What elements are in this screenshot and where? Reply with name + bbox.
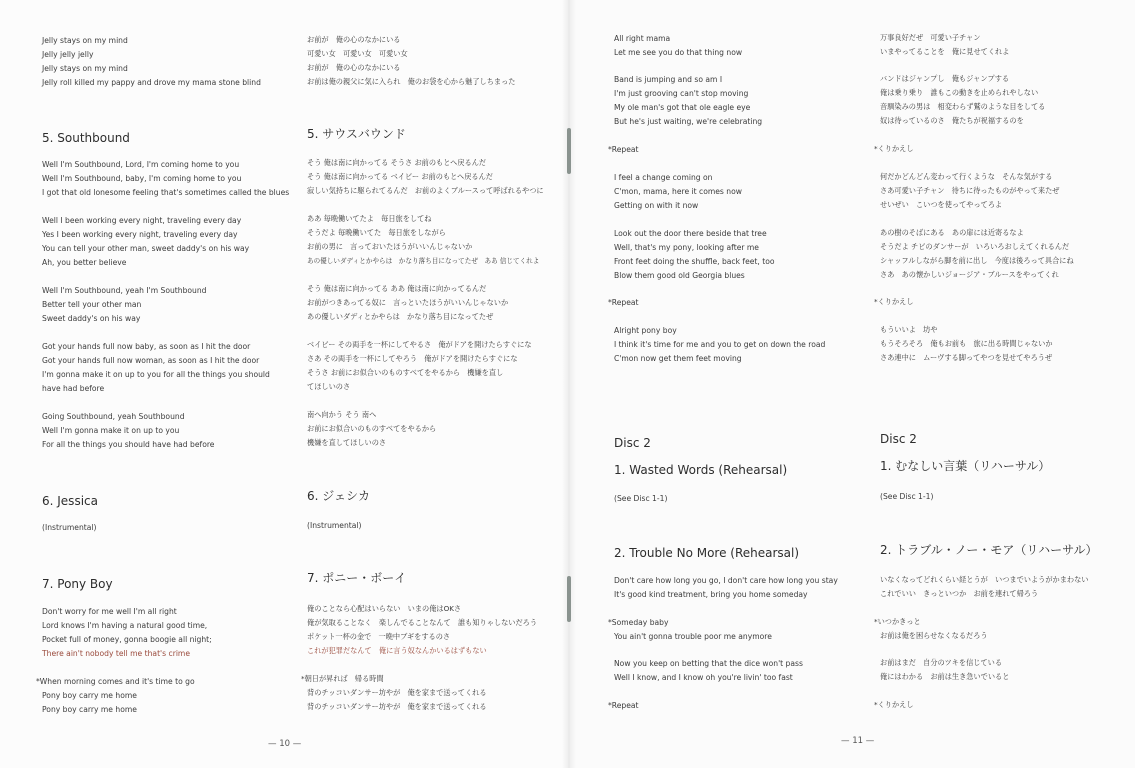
lyric-line: お前が 俺の心のなかにいる bbox=[307, 63, 401, 72]
lyric-line: ああ 毎晩働いてたよ 毎日旅をしてね bbox=[307, 214, 432, 223]
lyric-line: そうだよ チビのダンサーが いろいろおしえてくれるんだ bbox=[880, 242, 1070, 251]
lyric-line: Band is jumping and so am I bbox=[614, 75, 723, 84]
lyric-line: Sweet daddy's on his way bbox=[42, 314, 141, 323]
lyric-line: You can tell your other man, sweet daddy's on his way bbox=[42, 244, 250, 253]
lyric-line: Ah, you better believe bbox=[42, 258, 127, 267]
song-title: 5. サウスバウンド bbox=[307, 127, 406, 141]
lyric-line: お前の男に 言っておいたほうがいいんじゃないか bbox=[307, 242, 473, 251]
chorus-line: *When morning comes and it's time to go bbox=[36, 677, 195, 686]
lyric-line: そうさ お前にお似合いのものすべてをやるから 機嫌を直し bbox=[307, 368, 504, 377]
lyric-line: Jelly stays on my mind bbox=[42, 64, 128, 73]
song-title: 1. むなしい言葉（リハーサル） bbox=[880, 459, 1051, 473]
lyric-line: さあ あの懐かしいジョージア・ブルースをやってくれ bbox=[880, 270, 1059, 279]
lyric-line: お前にお似合いのものすべてをやるから bbox=[307, 424, 437, 433]
lyric-line: 音馴染みの男は 相変わらず鷲のような目をしてる bbox=[880, 102, 1046, 111]
repeat-marker: *Repeat bbox=[608, 145, 639, 154]
lyric-line: 万事良好だぜ 可愛い子チャン bbox=[880, 33, 981, 42]
lyric-line: Don't care how long you go, I don't care how long you stay bbox=[614, 576, 838, 585]
song-title: 2. トラブル・ノー・モア（リハーサル） bbox=[880, 543, 1098, 557]
lyric-line: あの優しいダディとかやらは かなり落ち目になってたぜ bbox=[307, 312, 494, 321]
song-title: 1. Wasted Words (Rehearsal) bbox=[614, 463, 788, 477]
lyric-line: C'mon now get them feet moving bbox=[614, 354, 742, 363]
lyric-line: 背のチッコいダンサー坊やが 俺を家まで送ってくれる bbox=[307, 702, 487, 711]
lyric-line: お前がつきあってる奴に 言っといたほうがいいんじゃないか bbox=[307, 298, 509, 307]
lyric-line: My ole man's got that ole eagle eye bbox=[614, 103, 751, 112]
lyric-line: I got that old lonesome feeling that's sometimes called the blues bbox=[42, 188, 290, 197]
chorus-line: *Someday baby bbox=[608, 618, 669, 627]
song-note: (Instrumental) bbox=[42, 523, 97, 532]
lyric-line: For all the things you should have had before bbox=[42, 440, 215, 449]
repeat-marker: *くりかえし bbox=[874, 700, 914, 709]
lyric-line: There ain't nobody tell me that's crime bbox=[42, 649, 190, 658]
page-gutter bbox=[562, 0, 576, 768]
song-title: 5. Southbound bbox=[42, 131, 130, 145]
lyric-line: Well, that's my pony, looking after me bbox=[614, 243, 759, 252]
lyric-line: Got your hands full now woman, as soon as I hit the door bbox=[42, 356, 260, 365]
lyric-line: てほしいのさ bbox=[307, 382, 351, 391]
disc-heading: Disc 2 bbox=[880, 432, 917, 446]
page-number: — 10 — bbox=[268, 739, 302, 749]
lyric-line: Pony boy carry me home bbox=[42, 691, 137, 700]
lyric-line: バンドはジャンプし 俺もジャンプする bbox=[880, 74, 1010, 83]
lyric-line: You ain't gonna trouble poor me anymore bbox=[614, 632, 772, 641]
lyric-line: あの優しいダディとかやらは かなり落ち目になってたぜ ああ 信じてくれよ bbox=[307, 257, 540, 265]
lyric-line: Let me see you do that thing now bbox=[614, 48, 743, 57]
lyric-line: これでいい きっといつか お前を連れて帰ろう bbox=[880, 589, 1039, 598]
song-title: 6. ジェシカ bbox=[307, 489, 371, 503]
lyric-line: お前は俺の親父に気に入られ 俺のお袋を心から魅了しちまった bbox=[307, 77, 516, 86]
repeat-marker: *くりかえし bbox=[874, 144, 914, 153]
lyric-line: Pocket full of money, gonna boogie all night; bbox=[42, 635, 212, 644]
lyric-line: 背のチッコいダンサー坊やが 俺を家まで送ってくれる bbox=[307, 688, 487, 697]
lyric-line: 機嫌を直してほしいのさ bbox=[307, 438, 387, 447]
lyric-line: ポケット一杯の金で 一晩中ブギをするのさ bbox=[307, 632, 451, 641]
lyric-line: I think it's time for me and you to get on down the road bbox=[614, 340, 826, 349]
page-right bbox=[568, 0, 1135, 768]
lyric-line: 何だかどんどん変わって行くような そんな気がする bbox=[880, 172, 1053, 181]
lyric-line: お前が 俺の心のなかにいる bbox=[307, 35, 401, 44]
song-title: 7. Pony Boy bbox=[42, 577, 113, 591]
lyric-line: 俺は乗り乗り 誰もこの動きを止められやしない bbox=[880, 88, 1039, 97]
lyric-line: ベイビー その両手を一杯にしてやるさ 俺がドアを開けたらすぐにな bbox=[307, 340, 532, 349]
lyric-line: そう 俺は南に向かってる そうさ お前のもとへ戻るんだ bbox=[307, 158, 487, 167]
lyric-line: シャッフルしながら脚を前に出し 今度は後ろって具合にね bbox=[880, 256, 1074, 265]
lyric-line: せいぜい こいつを使ってやってろよ bbox=[880, 200, 1003, 209]
lyric-line: I'm just grooving can't stop moving bbox=[614, 89, 749, 98]
lyric-line: Look out the door there beside that tree bbox=[614, 229, 767, 238]
lyric-line: Don't worry for me well I'm all right bbox=[42, 607, 177, 616]
page-number: — 11 — bbox=[841, 736, 875, 746]
repeat-marker: *Repeat bbox=[608, 701, 639, 710]
lyric-line: もういいよ 坊や bbox=[880, 325, 938, 334]
lyric-line: Jelly stays on my mind bbox=[42, 36, 128, 45]
song-title: 2. Trouble No More (Rehearsal) bbox=[614, 546, 800, 560]
lyric-line: そう 俺は南に向かってる ああ 俺は南に向かってるんだ bbox=[307, 284, 487, 293]
song-note: (See Disc 1-1) bbox=[880, 492, 934, 501]
song-note: (See Disc 1-1) bbox=[614, 494, 668, 503]
lyric-line: It's good kind treatment, bring you home someday bbox=[614, 590, 808, 599]
lyric-line: お前は俺を困らせなくなるだろう bbox=[880, 631, 988, 640]
lyric-line: いなくなってどれくらい経とうが いつまでいようがかまわない bbox=[880, 575, 1089, 584]
disc-heading: Disc 2 bbox=[614, 436, 651, 450]
lyric-line: Well I'm Southbound, Lord, I'm coming home to you bbox=[42, 160, 240, 169]
lyric-line: そう 俺は南に向かってる ベイビー お前のもとへ戻るんだ bbox=[307, 172, 493, 181]
lyric-line: Going Southbound, yeah Southbound bbox=[42, 412, 185, 421]
lyric-line: Now you keep on betting that the dice won't pass bbox=[614, 659, 803, 668]
lyric-line: Well I'm gonna make it on up to you bbox=[42, 426, 180, 435]
lyric-line: have had before bbox=[42, 384, 105, 393]
lyric-line: I feel a change coming on bbox=[614, 173, 713, 182]
lyric-line: All right mama bbox=[614, 34, 671, 43]
repeat-marker: *くりかえし bbox=[874, 297, 914, 306]
binding-staple bbox=[567, 576, 571, 622]
lyric-line: Well I know, and I know oh you're livin' too fast bbox=[614, 673, 793, 682]
lyric-line: あの樹のそばにある あの扉には近寄るなよ bbox=[880, 228, 1024, 237]
lyric-line: Front feet doing the shuffle, back feet, too bbox=[614, 257, 775, 266]
lyric-line: But he's just waiting, we're celebrating bbox=[614, 117, 763, 126]
left-japanese-column bbox=[301, 0, 557, 768]
lyric-line: Yes I been working every night, traveling every day bbox=[42, 230, 238, 239]
lyric-line: Lord knows I'm having a natural good time, bbox=[42, 621, 208, 630]
lyric-line: Better tell your other man bbox=[42, 300, 142, 309]
lyric-line: C'mon, mama, here it comes now bbox=[614, 187, 742, 196]
lyric-line: もうそろそろ 俺もお前も 旅に出る時間じゃないか bbox=[880, 339, 1053, 348]
chorus-line: *いつかきっと bbox=[874, 617, 921, 626]
lyric-line: Getting on with it now bbox=[614, 201, 699, 210]
lyric-line: Alright pony boy bbox=[614, 326, 677, 335]
lyric-line: さあ連中に ムーヴする脚ってやつを見せてやろうぜ bbox=[880, 353, 1053, 362]
lyric-line: そうだよ 毎晩働いてた 毎日旅をしながら bbox=[307, 228, 446, 237]
lyric-line: I'm gonna make it on up to you for all the things you should bbox=[42, 370, 270, 379]
lyric-line: Well I'm Southbound, baby, I'm coming home to you bbox=[42, 174, 242, 183]
lyric-line: 俺にはわかる お前は生き急いでいると bbox=[880, 672, 1010, 681]
lyric-line: Pony boy carry me home bbox=[42, 705, 137, 714]
lyric-line: これが犯罪だなんて 俺に言う奴なんかいるはずもない bbox=[307, 646, 487, 655]
lyric-line: 俺のことなら心配はいらない いまの俺はOKさ bbox=[307, 604, 462, 613]
lyric-line: Jelly roll killed my pappy and drove my mama stone blind bbox=[42, 78, 261, 87]
binding-staple bbox=[567, 128, 571, 174]
right-japanese-column bbox=[874, 0, 1130, 768]
lyric-line: 寂しい気持ちに駆られてるんだ お前のよくブルースって呼ばれるやつに bbox=[307, 186, 544, 195]
song-title: 6. Jessica bbox=[42, 494, 98, 508]
lyric-line: Got your hands full now baby, as soon as I hit the door bbox=[42, 342, 251, 351]
lyric-line: 奴は待っているのさ 俺たちが祝福するのを bbox=[880, 116, 1024, 125]
right-english-column bbox=[608, 0, 864, 768]
lyric-line: Well I'm Southbound, yeah I'm Southbound bbox=[42, 286, 207, 295]
lyric-line: 南へ向かう そう 南へ bbox=[307, 410, 377, 419]
lyric-line: さあ その両手を一杯にしてやろう 俺がドアを開けたらすぐにな bbox=[307, 354, 518, 363]
lyric-line: Jelly jelly jelly bbox=[42, 50, 94, 59]
song-note: (Instrumental) bbox=[307, 521, 362, 530]
repeat-marker: *Repeat bbox=[608, 298, 639, 307]
lyric-line: Well I been working every night, traveling every day bbox=[42, 216, 242, 225]
chorus-line: *朝日が昇れば 帰る時間 bbox=[301, 674, 384, 683]
lyric-line: お前はまだ 自分のツキを信じている bbox=[880, 658, 1003, 667]
lyric-line: Blow them good old Georgia blues bbox=[614, 271, 745, 280]
song-title: 7. ポニー・ボーイ bbox=[307, 571, 407, 585]
lyric-line: 可愛い女 可愛い女 可愛い女 bbox=[307, 49, 408, 58]
lyric-line: いまやってることを 俺に見せてくれよ bbox=[880, 47, 1010, 56]
lyric-line: 俺が気取ることなく 楽しんでることなんて 誰も知りゃしないだろう bbox=[307, 618, 538, 627]
lyric-line: さあ可愛い子チャン 待ちに待ったものがやって来たぜ bbox=[880, 186, 1060, 195]
